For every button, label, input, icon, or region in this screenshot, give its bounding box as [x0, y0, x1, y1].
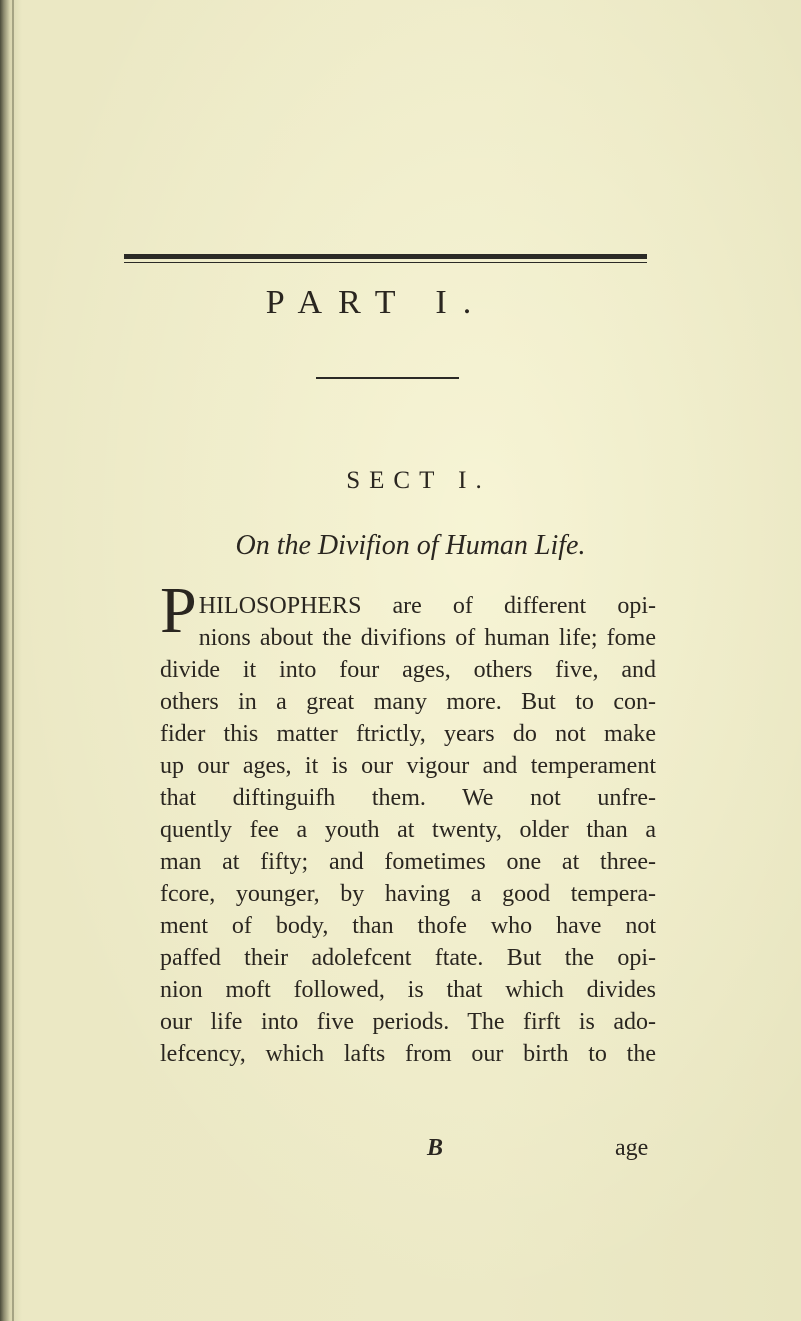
part-heading: PART I.	[265, 284, 488, 321]
text-line: man at fifty; and fometimes one at three-	[160, 849, 656, 875]
body-paragraph	[160, 574, 656, 1070]
header-rule-thin	[124, 262, 647, 263]
text-line: up our ages, it is our vigour and temperament	[160, 753, 656, 779]
text-line: fider this matter ftrictly, years do not make	[160, 721, 656, 747]
text-line: lefcency, which lafts from our birth to the	[160, 1041, 656, 1067]
text-line: nion moft followed, is that which divides	[160, 977, 656, 1003]
chapter-subtitle: On the Divifion of Human Life.	[235, 530, 586, 561]
text-line: ment of body, than thofe who have not	[160, 913, 656, 939]
header-rule-thick	[124, 254, 647, 259]
text-line: paffed their adolefcent ftate. But the opi-	[160, 945, 656, 971]
text-line: HILOSOPHERS are of different opi-	[198, 593, 656, 619]
section-heading: SECT I.	[346, 467, 491, 494]
text-line: our life into five periods. The firft is ado-	[160, 1009, 656, 1035]
catchword: age	[615, 1135, 649, 1161]
page-gutter-shadow	[12, 0, 14, 1321]
drop-cap: P	[160, 574, 197, 647]
signature-mark: B	[427, 1135, 444, 1161]
text-line: quently fee a youth at twenty, older than a	[160, 817, 656, 843]
text-line: divide it into four ages, others five, and	[160, 657, 656, 683]
text-line: others in a great many more. But to con-	[160, 689, 656, 715]
text-line: nions about the divifions of human life; fome	[198, 625, 656, 651]
section-divider-rule	[316, 377, 459, 379]
text-line: fcore, younger, by having a good tempera-	[160, 881, 656, 907]
text-line: that diftinguifh them. We not unfre-	[160, 785, 656, 811]
